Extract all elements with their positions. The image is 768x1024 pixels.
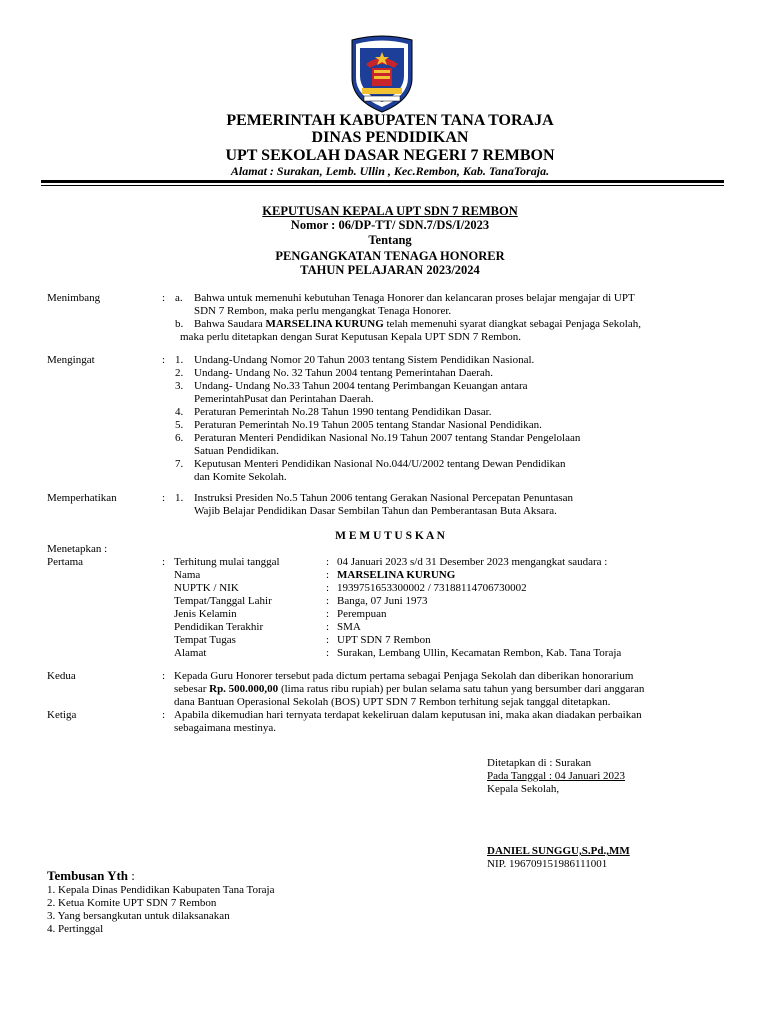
memperhatikan-label: Memperhatikan xyxy=(47,492,117,504)
pertama-field-key: Jenis Kelamin xyxy=(174,608,237,620)
tembusan-item: 2. Ketua Komite UPT SDN 7 Rembon xyxy=(47,897,217,909)
memutuskan-heading: M E M U T U S K A N xyxy=(335,530,445,542)
regency-coat-of-arms-logo xyxy=(344,34,420,114)
letterhead-thick-rule xyxy=(41,180,724,183)
tembusan-title xyxy=(47,868,135,884)
kedua-line-2-pre: sebesar xyxy=(174,683,210,695)
signatory-nip: NIP. 196709151986111001 xyxy=(487,858,608,870)
decree-heading: KEPUTUSAN KEPALA UPT SDN 7 REMBON xyxy=(262,204,518,218)
kedua-colon: : xyxy=(162,670,166,682)
decree-number: Nomor : 06/DP-TT/ SDN.7/DS/I/2023 xyxy=(290,218,490,232)
letterhead-line-2: DINAS PENDIDIKAN xyxy=(311,129,469,146)
ketiga-label: Ketiga xyxy=(47,709,77,721)
menimbang-label: Menimbang xyxy=(47,292,101,304)
ketiga-line-1: Apabila dikemudian hari ternyata terdapat kekeliruan dalam keputusan ini, maka akan diadakan perbaikan xyxy=(174,709,642,721)
letterhead-thin-rule xyxy=(41,185,724,186)
pertama-field-value: Perempuan xyxy=(337,608,387,620)
memperhatikan-line-2: Wajib Belajar Pendidikan Dasar Sembilan Tahun dan Pemberantasan Buta Aksara. xyxy=(194,505,557,517)
pertama-field-key: Tempat/Tanggal Lahir xyxy=(174,595,272,607)
menimbang-a-line-2: SDN 7 Rembon, maka perlu mengangkat Tenaga Honorer. xyxy=(194,305,452,317)
signature-role: Kepala Sekolah, xyxy=(487,783,560,795)
signatory-name: DANIEL SUNGGU,S.Pd.,MM xyxy=(487,845,630,857)
mengingat-colon: : xyxy=(162,354,166,366)
pertama-field-value: Banga, 07 Juni 1973 xyxy=(337,595,428,607)
decree-subject-1: PENGANGKATAN TENAGA HONORER xyxy=(275,249,505,263)
pertama-field-colon: : xyxy=(326,608,330,620)
mengingat-item-line-1: Undang- Undang No.33 Tahun 2004 tentang Perimbangan Keuangan antara xyxy=(194,380,528,392)
ketiga-line-2: sebagaimana mestinya. xyxy=(174,722,277,734)
mengingat-item-number: 1. xyxy=(175,354,184,366)
letterhead-line-3: UPT SEKOLAH DASAR NEGERI 7 REMBON xyxy=(225,147,555,164)
mengingat-item-line-1: Peraturan Pemerintah No.19 Tahun 2005 tentang Standar Nasional Pendidikan. xyxy=(194,419,542,431)
pertama-field-value: MARSELINA KURUNG xyxy=(337,569,456,581)
menimbang-b-post: telah memenuhi syarat diangkat sebagai Penjaga Sekolah, xyxy=(383,318,641,330)
mengingat-item-number: 4. xyxy=(175,406,184,418)
kedua-line-1: Kepada Guru Honorer tersebut pada dictum pertama sebagai Penjaga Sekolah dan diberikan honorarium xyxy=(174,670,634,682)
mengingat-item-number: 3. xyxy=(175,380,184,392)
tembusan-item: 3. Yang bersangkutan untuk dilaksanakan xyxy=(47,910,230,922)
pertama-field-colon: : xyxy=(326,647,330,659)
pertama-field-colon: : xyxy=(326,621,330,633)
ketiga-colon: : xyxy=(162,709,166,721)
tembusan-item: 4. Pertinggal xyxy=(47,923,104,935)
pertama-field-colon: : xyxy=(326,569,330,581)
menimbang-a-line-1: Bahwa untuk memenuhi kebutuhan Tenaga Honorer dan kelancaran proses belajar mengajar di UPT xyxy=(194,292,635,304)
tembusan-title-colon: : xyxy=(128,868,135,883)
mengingat-item-number: 6. xyxy=(175,432,184,444)
mengingat-item-line-1: Peraturan Pemerintah No.28 Tahun 1990 tentang Pendidikan Dasar. xyxy=(194,406,492,418)
pertama-field-value: Surakan, Lembang Ullin, Kecamatan Rembon, Kab. Tana Toraja xyxy=(337,647,622,659)
pertama-field-key: Alamat xyxy=(174,647,207,659)
memperhatikan-number: 1. xyxy=(175,492,184,504)
mengingat-item-line-1: Undang-Undang Nomor 20 Tahun 2003 tentang Sistem Pendidikan Nasional. xyxy=(194,354,535,366)
menimbang-b-marker: b. xyxy=(175,318,184,330)
menetapkan-label: Menetapkan : xyxy=(47,543,108,555)
tembusan-title-text: Tembusan Yth xyxy=(47,868,129,883)
mengingat-item-line-2: Satuan Pendidikan. xyxy=(194,445,279,457)
tembusan-item: 1. Kepala Dinas Pendidikan Kabupaten Tana Toraja xyxy=(47,884,275,896)
mengingat-label: Mengingat xyxy=(47,354,95,366)
memperhatikan-colon: : xyxy=(162,492,166,504)
mengingat-item-number: 7. xyxy=(175,458,184,470)
decree-tentang: Tentang xyxy=(368,233,412,247)
menimbang-b-line-1 xyxy=(194,318,641,331)
mengingat-item-line-1: Peraturan Menteri Pendidikan Nasional No.19 Tahun 2007 tentang Standar Pengelolaan xyxy=(194,432,581,444)
kedua-amount: Rp. 500.000,00 xyxy=(209,683,279,695)
pertama-field-colon: : xyxy=(326,634,330,646)
menimbang-colon: : xyxy=(162,292,166,304)
menimbang-b-line-2: maka perlu ditetapkan dengan Surat Keputusan Kepala UPT SDN 7 Rembon. xyxy=(180,331,522,343)
decree-subject-2: TAHUN PELAJARAN 2023/2024 xyxy=(300,263,480,277)
pertama-intro-value: 04 Januari 2023 s/d 31 Desember 2023 mengangkat saudara : xyxy=(337,556,608,568)
signature-place: Ditetapkan di : Surakan xyxy=(487,757,592,769)
menimbang-a-marker: a. xyxy=(175,292,183,304)
pertama-colon: : xyxy=(162,556,166,568)
pertama-field-key: NUPTK / NIK xyxy=(174,582,239,594)
pertama-label: Pertama xyxy=(47,556,84,568)
pertama-field-key: Pendidikan Terakhir xyxy=(174,621,264,633)
letterhead-line-1: PEMERINTAH KABUPATEN TANA TORAJA xyxy=(226,112,554,129)
kedua-line-2 xyxy=(174,683,644,696)
menimbang-b-name: MARSELINA KURUNG xyxy=(265,318,384,330)
mengingat-item-line-2: PemerintahPusat dan Perintahan Daerah. xyxy=(194,393,374,405)
pertama-field-colon: : xyxy=(326,595,330,607)
mengingat-item-number: 2. xyxy=(175,367,184,379)
kedua-line-2-post: (lima ratus ribu rupiah) per bulan selama satu tahun yang bersumber dari anggaran xyxy=(278,683,645,695)
kedua-line-3: dana Bantuan Operasional Sekolah (BOS) UPT SDN 7 Rembon terhitung sejak tanggal ditetapkan. xyxy=(174,696,611,708)
pertama-intro-label: Terhitung mulai tanggal xyxy=(174,556,280,568)
pertama-field-colon: : xyxy=(326,582,330,594)
mengingat-item-number: 5. xyxy=(175,419,184,431)
mengingat-item-line-2: dan Komite Sekolah. xyxy=(194,471,287,483)
mengingat-item-line-1: Undang- Undang No. 32 Tahun 2004 tentang Pemerintahan Daerah. xyxy=(194,367,494,379)
mengingat-item-line-1: Keputusan Menteri Pendidikan Nasional No.044/U/2002 tentang Dewan Pendidikan xyxy=(194,458,566,470)
memperhatikan-line-1: Instruksi Presiden No.5 Tahun 2006 tentang Gerakan Nasional Percepatan Penuntasan xyxy=(194,492,574,504)
pertama-field-key: Tempat Tugas xyxy=(174,634,236,646)
letterhead-address: Alamat : Surakan, Lemb. Ullin , Kec.Rembon, Kab. TanaToraja. xyxy=(230,164,550,178)
pertama-field-key: Nama xyxy=(174,569,201,581)
pertama-intro-colon: : xyxy=(326,556,330,568)
signature-date: Pada Tanggal : 04 Januari 2023 xyxy=(487,770,626,782)
pertama-field-value: 1939751653300002 / 73188114706730002 xyxy=(337,582,527,594)
pertama-field-value: UPT SDN 7 Rembon xyxy=(337,634,431,646)
menimbang-b-pre: Bahwa Saudara xyxy=(194,318,266,330)
pertama-field-value: SMA xyxy=(337,621,361,633)
kedua-label: Kedua xyxy=(47,670,76,682)
